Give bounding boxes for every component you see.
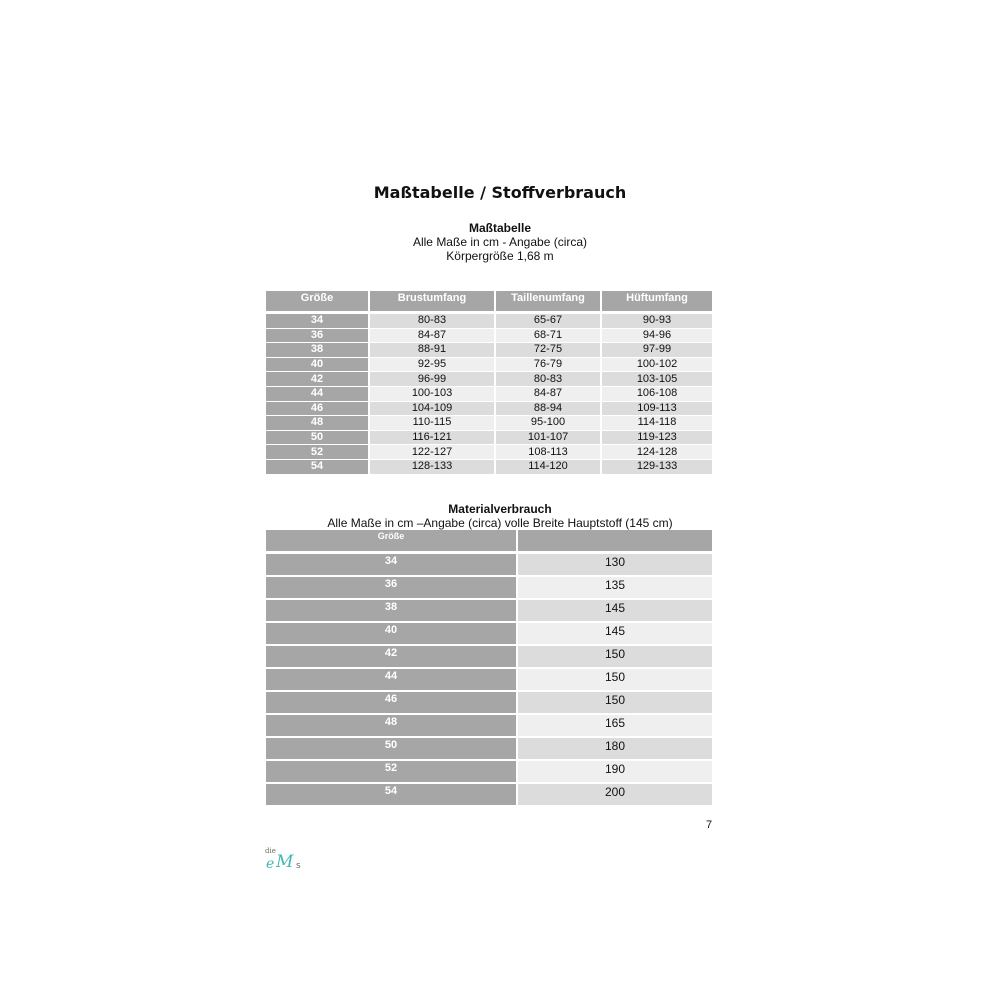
- value-cell: 116-121: [369, 430, 495, 445]
- value-cell: 114-118: [601, 416, 712, 431]
- table-row: [266, 343, 712, 358]
- table-row: [266, 668, 712, 691]
- value-cell: 84-87: [495, 386, 601, 401]
- size-cell: 44: [266, 668, 517, 691]
- column-header-size: Größe: [266, 530, 517, 551]
- column-header-waist: Taillenumfang: [495, 291, 601, 311]
- column-header-size: Größe: [266, 291, 369, 311]
- table-row: [266, 430, 712, 445]
- size-cell: 40: [266, 357, 369, 372]
- value-cell: 180: [517, 737, 712, 760]
- value-cell: 84-87: [369, 328, 495, 343]
- value-cell: 150: [517, 645, 712, 668]
- value-cell: 124-128: [601, 445, 712, 460]
- value-cell: 150: [517, 668, 712, 691]
- table-row: [266, 737, 712, 760]
- table-row: [266, 554, 712, 576]
- size-cell: 48: [266, 416, 369, 431]
- logo-text-die: die: [265, 847, 276, 855]
- size-cell: 52: [266, 760, 517, 783]
- size-cell: 40: [266, 622, 517, 645]
- size-cell: 34: [266, 314, 369, 328]
- logo-text-m: M: [276, 852, 294, 871]
- material-heading: Materialverbrauch: [448, 502, 552, 516]
- table-row: [266, 783, 712, 806]
- size-cell: 36: [266, 328, 369, 343]
- column-header-amount: [517, 530, 712, 551]
- size-cell: 42: [266, 645, 517, 668]
- value-cell: 103-105: [601, 372, 712, 387]
- table-row: [266, 599, 712, 622]
- value-cell: 80-83: [495, 372, 601, 387]
- table-row: [266, 622, 712, 645]
- page-title: Maßtabelle / Stoffverbrauch: [373, 183, 627, 202]
- table-row: [266, 386, 712, 401]
- table-row: [266, 459, 712, 474]
- size-cell: 54: [266, 459, 369, 474]
- size-cell: 44: [266, 386, 369, 401]
- value-cell: 190: [517, 760, 712, 783]
- value-cell: 119-123: [601, 430, 712, 445]
- value-cell: 101-107: [495, 430, 601, 445]
- value-cell: 65-67: [495, 314, 601, 328]
- value-cell: 150: [517, 691, 712, 714]
- material-block-header: [0, 502, 1000, 530]
- value-cell: 130: [517, 554, 712, 576]
- value-cell: 145: [517, 622, 712, 645]
- value-cell: 110-115: [369, 416, 495, 431]
- table-row: [266, 691, 712, 714]
- value-cell: 88-94: [495, 401, 601, 416]
- value-cell: 92-95: [369, 357, 495, 372]
- column-header-hip: Hüftumfang: [601, 291, 712, 311]
- material-subtitle: Alle Maße in cm –Angabe (circa) volle Breite Hauptstoff (145 cm): [327, 516, 673, 530]
- measure-heading: Maßtabelle: [468, 221, 531, 235]
- value-cell: 76-79: [495, 357, 601, 372]
- size-cell: 42: [266, 372, 369, 387]
- value-cell: 96-99: [369, 372, 495, 387]
- value-cell: 129-133: [601, 459, 712, 474]
- logo-text-s: s: [296, 861, 301, 871]
- value-cell: 72-75: [495, 343, 601, 358]
- value-cell: 97-99: [601, 343, 712, 358]
- value-cell: 94-96: [601, 328, 712, 343]
- measure-subtitle-1: Alle Maße in cm - Angabe (circa): [412, 235, 588, 249]
- measure-table: [266, 291, 712, 475]
- size-cell: 46: [266, 691, 517, 714]
- size-cell: 38: [266, 599, 517, 622]
- table-row: [266, 372, 712, 387]
- value-cell: 109-113: [601, 401, 712, 416]
- value-cell: 95-100: [495, 416, 601, 431]
- measure-subtitle-2: Körpergröße 1,68 m: [446, 249, 554, 263]
- size-cell: 52: [266, 445, 369, 460]
- table-row: [266, 401, 712, 416]
- value-cell: 106-108: [601, 386, 712, 401]
- value-cell: 165: [517, 714, 712, 737]
- size-cell: 50: [266, 430, 369, 445]
- size-cell: 38: [266, 343, 369, 358]
- value-cell: 122-127: [369, 445, 495, 460]
- value-cell: 88-91: [369, 343, 495, 358]
- table-row: [266, 714, 712, 737]
- value-cell: 90-93: [601, 314, 712, 328]
- table-row: [266, 357, 712, 372]
- value-cell: 100-103: [369, 386, 495, 401]
- material-table: [266, 530, 712, 807]
- column-header-chest: Brustumfang: [369, 291, 495, 311]
- table-row: [266, 314, 712, 328]
- value-cell: 68-71: [495, 328, 601, 343]
- table-row: [266, 328, 712, 343]
- size-cell: 48: [266, 714, 517, 737]
- value-cell: 135: [517, 576, 712, 599]
- value-cell: 108-113: [495, 445, 601, 460]
- value-cell: 128-133: [369, 459, 495, 474]
- table-row: [266, 645, 712, 668]
- measure-block-header: [0, 221, 1000, 263]
- logo-icon: [263, 843, 313, 871]
- value-cell: 80-83: [369, 314, 495, 328]
- value-cell: 200: [517, 783, 712, 806]
- table-row: [266, 416, 712, 431]
- page-number: 7: [706, 819, 713, 831]
- size-cell: 46: [266, 401, 369, 416]
- size-cell: 34: [266, 554, 517, 576]
- size-cell: 54: [266, 783, 517, 806]
- table-row: [266, 576, 712, 599]
- value-cell: 145: [517, 599, 712, 622]
- value-cell: 100-102: [601, 357, 712, 372]
- table-row: [266, 760, 712, 783]
- table-row: [266, 445, 712, 460]
- size-cell: 50: [266, 737, 517, 760]
- value-cell: 114-120: [495, 459, 601, 474]
- logo-text-e: e: [266, 856, 275, 871]
- size-cell: 36: [266, 576, 517, 599]
- value-cell: 104-109: [369, 401, 495, 416]
